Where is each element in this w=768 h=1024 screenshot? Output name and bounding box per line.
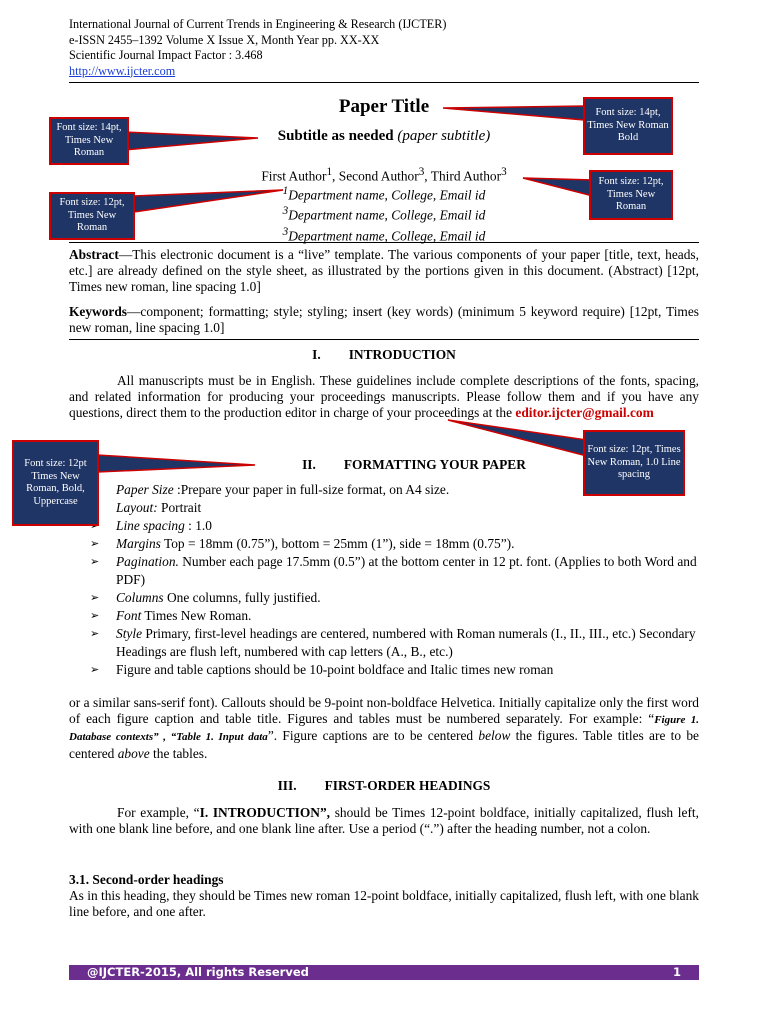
captions-text-4: the tables. — [149, 745, 208, 761]
callout-box: Font size: 12pt, Times New Roman — [49, 192, 135, 240]
abstract-label: Abstract — [69, 247, 119, 262]
list-item-label: Style — [116, 626, 143, 641]
paper-title: Paper Title — [338, 96, 430, 117]
affiliation-2-sup: 3 — [282, 205, 289, 218]
page-number: 1 — [672, 965, 681, 979]
keywords-label: Keywords — [69, 304, 128, 319]
callout-box: Font size: 12pt, Times New Roman, 1.0 Line spacing — [583, 430, 685, 496]
list-item-text: Figure and table captions should be 10-point boldface and Italic times new roman — [116, 662, 554, 677]
callout-pointer — [443, 106, 585, 120]
affiliation-3-text: Department name, College, Email id — [288, 228, 486, 244]
section-1-title: INTRODUCTION — [348, 347, 456, 362]
abstract-text: —This electronic document is a “live” template. The various components of your paper [title, text, heads, etc.] are already defined on the style sheet, as illustrated by the portions given in this document. (Abstract) [12pt, Times new roman, line spacing 1.0] — [69, 247, 699, 295]
journal-link[interactable]: http://www.ijcter.com — [69, 63, 176, 78]
callout-pointer — [448, 420, 587, 456]
callout-pointer — [523, 178, 593, 196]
list-item-text: Times New Roman. — [141, 608, 252, 623]
affiliation-3-sup: 3 — [282, 225, 289, 238]
author-2-sup: 3 — [418, 166, 425, 178]
list-item-text: Top = 18mm (0.75”), bottom = 25mm (1”), side = 18mm (0.75”). — [160, 536, 515, 551]
second-order-paragraph: As in this heading, they should be Times new roman 12-point boldface, initially capitalized, flush left, with one blank line before, and one after. — [69, 888, 699, 920]
first-order-text-2: should be Times 12-point boldface, initially capitalized, flush left, with one blank line before, and one blank line after. Use a period (“.”) after the heading number, not a colon. — [69, 805, 699, 837]
author-1: First Author — [261, 168, 327, 184]
journal-name: International Journal of Current Trends in Engineering & Research (IJCTER) — [69, 17, 447, 31]
keywords-text: —component; formatting; style; styling; insert (key words) (minimum 5 keyword require) [12pt, Times new roman, line spacing 1.0] — [69, 304, 699, 336]
section-3-number: III. — [277, 778, 297, 793]
list-item-label: Line spacing — [116, 518, 185, 533]
affiliation-2-text: Department name, College, Email id — [288, 207, 486, 223]
affiliation-1-text: Department name, College, Email id — [288, 187, 486, 203]
arrow-bullet-icon: ➢ — [90, 555, 100, 568]
list-item-label: Columns — [116, 590, 164, 605]
section-2-number: II. — [302, 457, 316, 472]
issn-line: e-ISSN 2455–1392 Volume X Issue X, Month Year pp. XX-XX — [69, 32, 380, 47]
list-item-label: Layout: — [116, 500, 158, 515]
section-3-title: FIRST-ORDER HEADINGS — [324, 778, 491, 793]
list-item-label: Font — [116, 608, 142, 623]
arrow-bullet-icon: ➢ — [90, 627, 100, 640]
second-order-heading: 3.1. Second-order headings — [69, 872, 224, 887]
list-item-text: Number each page 17.5mm (0.5”) at the bottom center in 12 pt. font. (Applies to both Word and PDF) — [116, 554, 697, 587]
below-word: below — [478, 728, 511, 744]
intro-text: All manuscripts must be in English. These guidelines include complete descriptions of the fonts, spacing, and related information for producing your proceedings manuscripts. Please follow them and if you have any questions, direct them to the production editor in charge of your proceedings at the — [69, 373, 699, 421]
editor-email-link[interactable]: editor.ijcter@gmail.com — [515, 405, 654, 421]
callout-pointer — [124, 132, 258, 150]
list-item-text: :Prepare your paper in full-size format, on A4 size. — [173, 482, 450, 497]
list-item-text: One columns, fully justified. — [163, 590, 321, 605]
list-item-text: : 1.0 — [184, 518, 212, 533]
arrow-bullet-icon: ➢ — [90, 663, 100, 676]
callout-box: Font size: 12pt Times New Roman, Bold, Uppercase — [12, 440, 99, 526]
copyright-text: @IJCTER-2015, All rights Reserved — [87, 965, 309, 979]
callout-pointer — [134, 190, 283, 212]
arrow-bullet-icon: ➢ — [90, 591, 100, 604]
author-line: First Author$^1$, Second Author$^3$, Third Author$^3$ — [261, 166, 507, 184]
above-word: above — [117, 745, 150, 761]
affiliation-1-sup: 1 — [282, 185, 289, 197]
callout-pointer — [98, 455, 255, 472]
callout-box: Font size: 14pt, Times New Roman Bold — [583, 97, 673, 155]
callout-box: Font size: 14pt, Times New Roman — [49, 117, 129, 165]
first-order-bold: I. INTRODUCTION”, — [199, 805, 331, 820]
author-2: Second Author — [338, 168, 419, 184]
author-1-sup: 1 — [326, 166, 333, 178]
first-order-text: For example, “ — [117, 805, 200, 820]
callout-box: Font size: 12pt, Times New Roman — [589, 170, 673, 220]
caption-example: Figure 1. Database contexts” , “Table 1. Input data — [69, 714, 699, 744]
impact-factor: Scientific Journal Impact Factor : 3.468 — [69, 48, 263, 62]
subtitle-text: Subtitle as needed — [277, 128, 394, 144]
list-item-label: Pagination. — [116, 554, 179, 569]
subtitle-note: (paper subtitle) — [397, 128, 491, 144]
section-1-number: I. — [312, 347, 321, 362]
section-2-title: FORMATTING YOUR PAPER — [343, 457, 526, 472]
arrow-bullet-icon: ➢ — [90, 609, 100, 622]
captions-text: or a similar sans-serif font). Callouts should be 9-point non-boldface Helvetica. Initially capitalize only the first word of each figure caption and table title. Figures and tables must be numbered separately. For example: “ — [69, 695, 699, 727]
list-item-text: Primary, first-level headings are centered, numbered with Roman numerals (I., II., III., etc.) Secondary Headings are flush left, numbered with cap letters (A., B., etc.) — [116, 626, 696, 659]
captions-text-2: ”. Figure captions are to be centered — [267, 728, 479, 744]
author-3-sup: 3 — [501, 166, 507, 178]
list-item-text: Portrait — [157, 500, 202, 515]
author-3: Third Author — [430, 168, 502, 184]
arrow-bullet-icon: ➢ — [90, 537, 100, 550]
list-item-label: Margins — [116, 536, 161, 551]
captions-text-3: the figures. Table titles are to be centered — [69, 728, 699, 761]
list-item-label: Paper Size — [116, 482, 174, 497]
